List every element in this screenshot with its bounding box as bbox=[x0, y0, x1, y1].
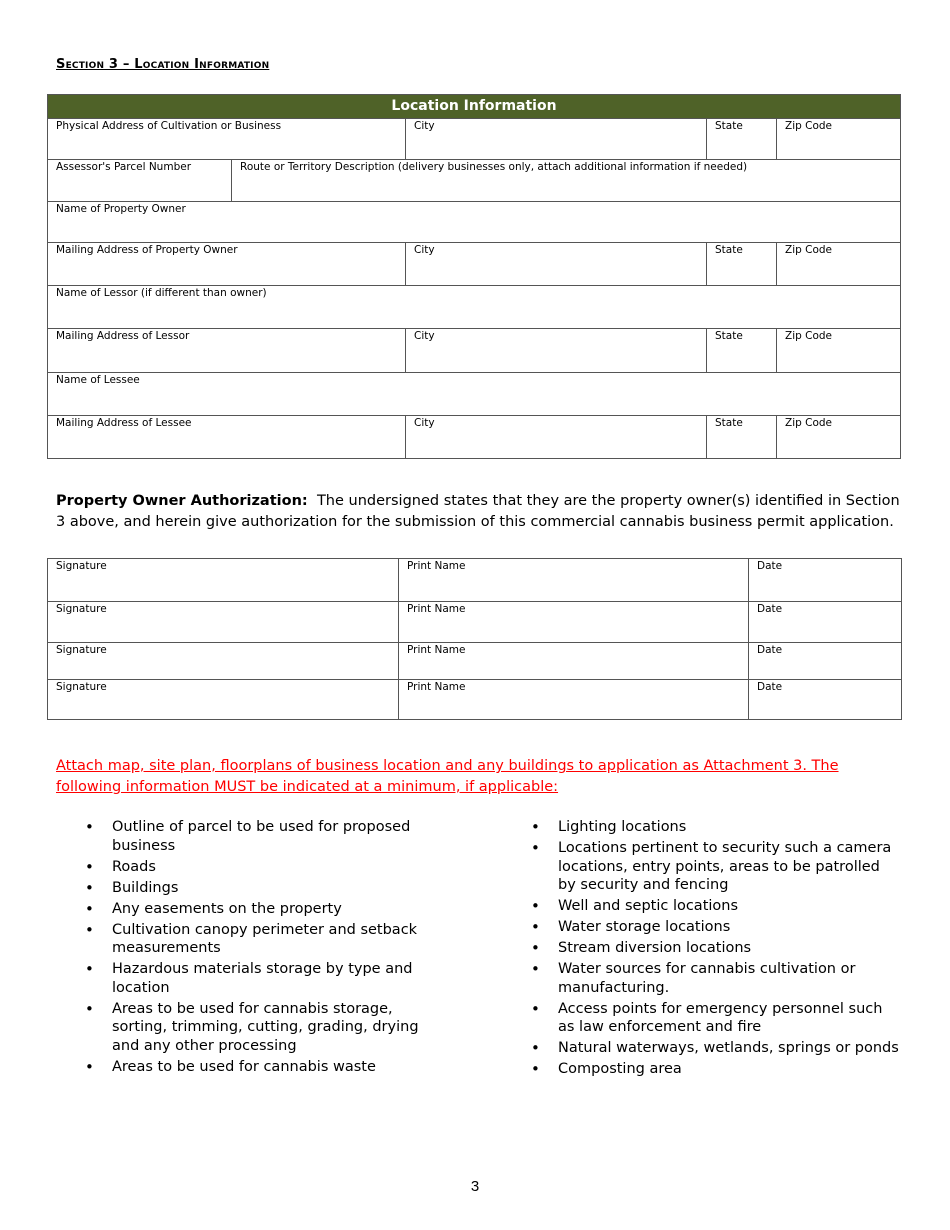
list-item: • Roads bbox=[85, 858, 445, 877]
signature-field[interactable]: Signature bbox=[56, 681, 107, 693]
table-row bbox=[48, 415, 900, 458]
city-field[interactable]: City bbox=[405, 119, 706, 159]
owner-mailing-address-field[interactable]: Mailing Address of Property Owner bbox=[56, 244, 238, 256]
list-item: • Access points for emergency personnel such as law enforcement and fire bbox=[531, 1000, 901, 1037]
section-title: Section 3 – Location Information bbox=[56, 57, 270, 72]
state-field[interactable]: State bbox=[706, 329, 776, 372]
city-field[interactable]: City bbox=[405, 416, 706, 458]
lessor-mailing-address-field[interactable]: Mailing Address of Lessor bbox=[56, 330, 190, 342]
print-name-field[interactable]: Print Name bbox=[398, 643, 748, 679]
print-name-field[interactable]: Print Name bbox=[398, 680, 748, 719]
list-item: • Areas to be used for cannabis waste bbox=[85, 1058, 445, 1077]
lessee-mailing-address-field[interactable]: Mailing Address of Lessee bbox=[56, 417, 192, 429]
lessee-name-field[interactable]: Name of Lessee bbox=[56, 374, 140, 386]
list-item: • Composting area bbox=[531, 1060, 901, 1079]
physical-address-field[interactable]: Physical Address of Cultivation or Business bbox=[56, 120, 282, 132]
list-item: • Buildings bbox=[85, 879, 445, 898]
date-field[interactable]: Date bbox=[748, 680, 901, 719]
signature-field[interactable]: Signature bbox=[56, 644, 107, 656]
list-item: • Natural waterways, wetlands, springs or ponds bbox=[531, 1039, 901, 1058]
city-field[interactable]: City bbox=[405, 329, 706, 372]
list-item: • Stream diversion locations bbox=[531, 939, 901, 958]
list-item: • Hazardous materials storage by type and location bbox=[85, 960, 445, 997]
table-row bbox=[48, 285, 900, 328]
list-item: • Water sources for cannabis cultivation or manufacturing. bbox=[531, 960, 901, 997]
zip-code-field[interactable]: Zip Code bbox=[776, 329, 900, 372]
zip-code-field[interactable]: Zip Code bbox=[776, 416, 900, 458]
list-item: • Locations pertinent to security such a camera locations, entry points, areas to be patrolled by security and fencing bbox=[531, 839, 901, 895]
state-field[interactable]: State bbox=[706, 243, 776, 285]
date-field[interactable]: Date bbox=[748, 643, 901, 679]
state-field[interactable]: State bbox=[706, 416, 776, 458]
signature-field[interactable]: Signature bbox=[56, 560, 107, 572]
attachment-instructions: Attach map, site plan, floorplans of business location and any buildings to application as Attachment 3. The following information MUST be indicated at a minimum, if applicable: bbox=[56, 758, 839, 795]
zip-code-field[interactable]: Zip Code bbox=[776, 243, 900, 285]
list-item: • Outline of parcel to be used for proposed business bbox=[85, 818, 445, 855]
list-item: • Cultivation canopy perimeter and setback measurements bbox=[85, 921, 445, 958]
table-row bbox=[48, 679, 901, 719]
lessor-name-field[interactable]: Name of Lessor (if different than owner) bbox=[56, 287, 267, 299]
city-field[interactable]: City bbox=[405, 243, 706, 285]
location-information-table bbox=[47, 94, 901, 459]
authorization-label: Property Owner Authorization: bbox=[56, 493, 308, 509]
table-header: Location Information bbox=[48, 95, 900, 118]
signature-field[interactable]: Signature bbox=[56, 603, 107, 615]
list-item: • Water storage locations bbox=[531, 918, 901, 937]
authorization-text: The undersigned states that they are the property owner(s) identified in Section 3 above, and herein give authorization for the submission of this commercial cannabis business permit application. bbox=[56, 493, 900, 530]
table-row bbox=[48, 118, 900, 159]
property-owner-authorization bbox=[56, 491, 901, 533]
table-row bbox=[48, 242, 900, 285]
page-number: 3 bbox=[470, 1178, 480, 1195]
list-item: • Any easements on the property bbox=[85, 900, 445, 919]
zip-code-field[interactable]: Zip Code bbox=[776, 119, 900, 159]
table-row bbox=[48, 642, 901, 679]
list-item: • Lighting locations bbox=[531, 818, 901, 837]
table-row bbox=[48, 328, 900, 372]
signature-table bbox=[47, 558, 902, 720]
requirements-list-right bbox=[531, 818, 901, 1081]
property-owner-name-field[interactable]: Name of Property Owner bbox=[56, 203, 186, 215]
date-field[interactable]: Date bbox=[748, 559, 901, 601]
date-field[interactable]: Date bbox=[748, 602, 901, 642]
table-row bbox=[48, 559, 901, 601]
table-row bbox=[48, 372, 900, 415]
table-row bbox=[48, 159, 900, 201]
table-row bbox=[48, 201, 900, 242]
requirements-list-left bbox=[85, 818, 445, 1079]
route-territory-description-field[interactable]: Route or Territory Description (delivery businesses only, attach additional information if needed) bbox=[231, 160, 900, 201]
list-item: • Areas to be used for cannabis storage, sorting, trimming, cutting, grading, drying and any other processing bbox=[85, 1000, 445, 1056]
table-row bbox=[48, 601, 901, 642]
list-item: • Well and septic locations bbox=[531, 897, 901, 916]
print-name-field[interactable]: Print Name bbox=[398, 559, 748, 601]
print-name-field[interactable]: Print Name bbox=[398, 602, 748, 642]
assessors-parcel-number-field[interactable]: Assessor's Parcel Number bbox=[56, 161, 192, 173]
state-field[interactable]: State bbox=[706, 119, 776, 159]
